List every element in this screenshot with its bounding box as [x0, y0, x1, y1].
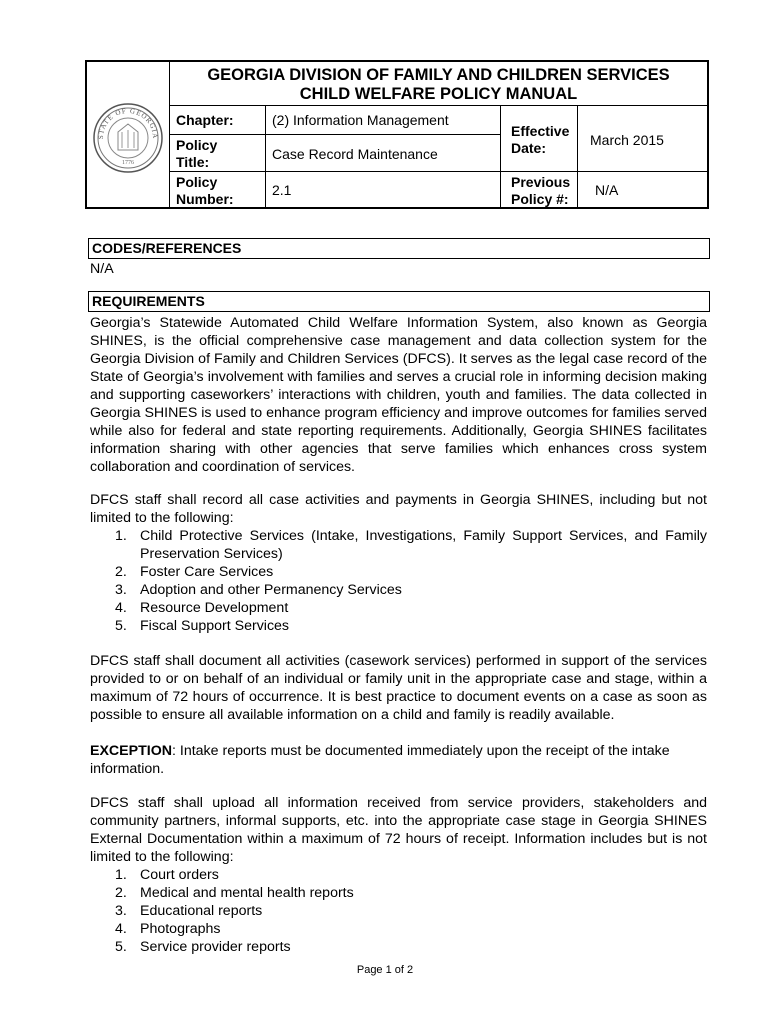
documents-list: [90, 866, 707, 956]
requirements-paragraph-1: Georgia’s Statewide Automated Child Welfare Information System, also known as Georgia SHINES, is the official comprehensive case management and data collection system for the Georgia Division of Family and Children Services (DFCS). It serves as the legal case record of the State of Georgia’s involvement with families and serves a crucial role in informing decision making and supporting caseworkers’ interactions with children, youth and families. The data collected in Georgia SHINES is used to enhance program efficiency and improve outcomes for families served while also for federal and state reporting requirements. Additionally, Georgia SHINES facilitates information sharing with other agencies that serve families which enhances cross system collaboration and coordination of services.: [90, 315, 707, 475]
requirements-paragraph-3: DFCS staff shall document all activities (casework services) performed in support of the services provided to or on behalf of an individual or family unit in the appropriate case and stage, within a maximum of 72 hours of occurrence. It is best practice to document events on a case as soon as possible to ensure all available information on a child and family is readily available.: [90, 653, 707, 723]
effective-date-label: Effective Date:: [511, 123, 570, 156]
seal-text: STATE OF GEORGIA: [96, 106, 160, 140]
requirements-paragraph-4: DFCS staff shall upload all information received from service providers, stakeholders and community partners, informal supports, etc. into the appropriate case stage in Georgia SHINES External Documentation within a maximum of 72 hours of receipt. Information includes but is not limited to the following:: [90, 795, 707, 865]
exception-note: [90, 742, 707, 778]
policy-title-value: Case Record Maintenance: [272, 146, 438, 162]
policy-number-label: Policy Number:: [176, 174, 234, 207]
chapter-value: (2) Information Management: [272, 112, 449, 128]
list-item: 5. Fiscal Support Services: [115, 618, 290, 634]
codes-references-value: N/A: [90, 261, 114, 277]
requirements-heading: REQUIREMENTS: [88, 291, 710, 312]
list-item: 3. Educational reports: [115, 903, 263, 919]
list-item: 3. Adoption and other Permanency Services: [115, 582, 402, 598]
list-item: 4. Photographs: [115, 921, 221, 937]
codes-references-heading: CODES/REFERENCES: [88, 238, 710, 259]
previous-policy-label: Previous Policy #:: [511, 174, 571, 207]
seal-cell: [87, 62, 170, 207]
list-item: 4. Resource Development: [115, 600, 289, 616]
policy-number-value: 2.1: [272, 182, 292, 198]
georgia-seal-icon: [92, 102, 164, 174]
list-item: 5. Service provider reports: [115, 939, 291, 955]
title-line-1: GEORGIA DIVISION OF FAMILY AND CHILDREN SERVICES: [207, 66, 670, 84]
effective-date-value: March 2015: [590, 132, 664, 148]
exception-label: EXCEPTION: [90, 743, 172, 759]
list-item: 1. Child Protective Services (Intake, Investigations, Family Support Services, and Family Preservation Services): [115, 528, 707, 562]
manual-title: [170, 62, 707, 106]
case-activities-list: [90, 527, 707, 635]
policy-header-table: [85, 60, 709, 209]
page-number: Page 1 of 2: [356, 964, 414, 976]
list-item: 1. Court orders: [115, 867, 219, 883]
policy-title-label: Policy Title:: [176, 137, 218, 170]
requirements-paragraph-2: DFCS staff shall record all case activities and payments in Georgia SHINES, including but not limited to the following:: [90, 492, 707, 526]
seal-year: 1776: [122, 160, 134, 166]
list-item: 2. Medical and mental health reports: [115, 885, 354, 901]
chapter-label: Chapter:: [176, 112, 234, 128]
exception-text: : Intake reports must be documented immediately upon the receipt of the intake information.: [90, 743, 670, 777]
list-item: 2. Foster Care Services: [115, 564, 274, 580]
title-line-2: CHILD WELFARE POLICY MANUAL: [299, 85, 578, 103]
previous-policy-value: N/A: [595, 182, 619, 198]
